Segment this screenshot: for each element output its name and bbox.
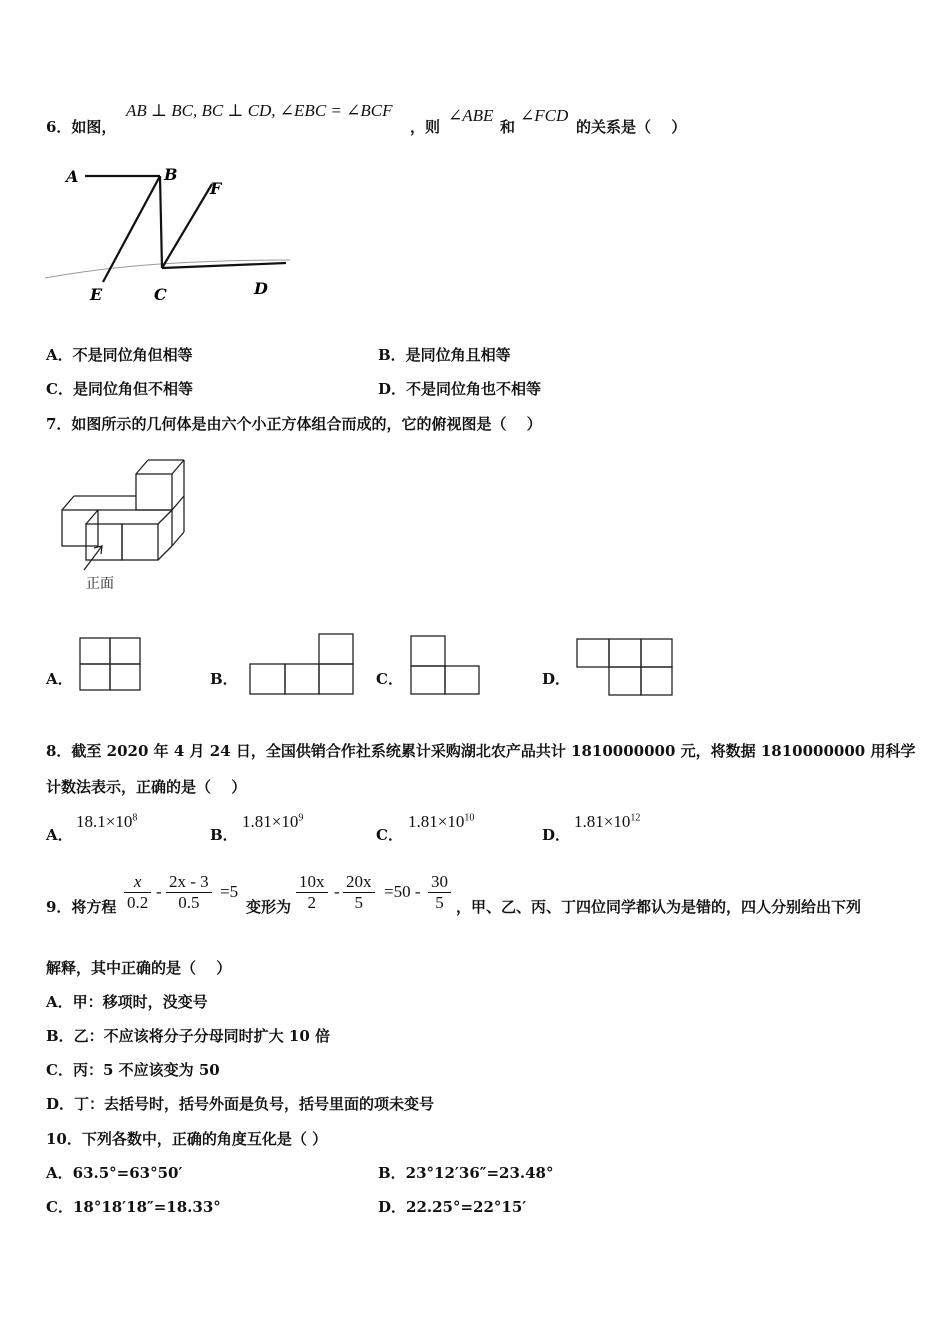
q7-front-label: 正面 bbox=[86, 576, 114, 592]
q9-f5-num: 30 bbox=[431, 872, 448, 891]
q7-option-b-figure[interactable] bbox=[248, 632, 356, 698]
q9-fraction-3 bbox=[296, 872, 328, 913]
q9-option-a[interactable]: A．甲：移项时，没变号 bbox=[46, 993, 208, 1011]
q8-option-d-exp: 12 bbox=[630, 812, 641, 824]
q9-f2-den: 0.5 bbox=[178, 893, 200, 912]
q7-option-a-figure[interactable] bbox=[78, 636, 144, 694]
q7-option-d-figure[interactable] bbox=[575, 637, 675, 699]
q9-suffix: ，甲、乙、丙、丁四位同学都认为是错的，四人分别给出下列 bbox=[456, 898, 862, 916]
q9-option-d[interactable]: D．丁：去括号时，括号外面是负号，括号里面的项未变号 bbox=[46, 1095, 435, 1113]
q10-option-b[interactable]: B．23°12′36″=23.48° bbox=[378, 1164, 554, 1182]
q9-option-b[interactable]: B．乙：不应该将分子分母同时扩大 10 倍 bbox=[46, 1027, 330, 1045]
q6-label-f: F bbox=[210, 179, 222, 198]
q9-fraction-2 bbox=[166, 872, 212, 913]
q9-f5-den: 5 bbox=[435, 893, 444, 912]
q8-line1: 8．截至 2020 年 4 月 24 日，全国供销合作社系统累计采购湖北农产品共计 1810000000 元，将数据 1810000000 用科学 bbox=[46, 742, 916, 760]
q6-label-a: A bbox=[66, 167, 79, 186]
q6-angle2: ∠FCD bbox=[520, 106, 569, 125]
q6-prefix: 6．如图， bbox=[46, 118, 117, 136]
q9-f1-num: x bbox=[133, 872, 142, 891]
q6-option-b[interactable]: B．是同位角且相等 bbox=[378, 346, 511, 364]
q7-option-a-letter[interactable]: A． bbox=[46, 670, 73, 688]
q9-f2-num: 2x - 3 bbox=[169, 872, 209, 891]
q6-label-b: B bbox=[164, 165, 178, 184]
q8-option-b-value[interactable] bbox=[242, 812, 303, 832]
q8-option-a-base: 18.1×10 bbox=[76, 812, 133, 831]
q9-line2: 解释，其中正确的是（ ） bbox=[46, 959, 232, 977]
q8-option-d-value[interactable] bbox=[574, 812, 640, 832]
q9-f3-den: 2 bbox=[307, 893, 316, 912]
q10-option-d[interactable]: D．22.25°=22°15′ bbox=[378, 1198, 527, 1216]
q6-angle1: ∠ABE bbox=[448, 106, 494, 125]
q6-option-d[interactable]: D．不是同位角也不相等 bbox=[378, 380, 542, 398]
q8-option-c-value[interactable] bbox=[408, 812, 474, 832]
q8-option-b-exp: 9 bbox=[298, 812, 304, 824]
q9-fraction-5 bbox=[428, 872, 451, 913]
q6-line-cf bbox=[162, 184, 212, 268]
q7-option-c-figure[interactable] bbox=[409, 634, 483, 698]
q8-option-a-exp: 8 bbox=[132, 812, 138, 824]
q7-solid-figure bbox=[50, 452, 200, 597]
q6-line-cd bbox=[162, 263, 286, 268]
q6-mid: ，则 bbox=[410, 118, 441, 136]
q6-suffix: 的关系是（ ） bbox=[576, 118, 687, 136]
q6-option-a[interactable]: A．不是同位角但相等 bbox=[46, 346, 193, 364]
q9-fraction-1 bbox=[124, 872, 151, 913]
q9-f4-num: 20x bbox=[346, 872, 372, 891]
q9-f1-den: 0.2 bbox=[127, 893, 149, 912]
q8-line2: 计数法表示，正确的是（ ） bbox=[46, 778, 247, 796]
q7-option-c-letter[interactable]: C． bbox=[376, 670, 403, 688]
q8-option-b-base: 1.81×10 bbox=[242, 812, 299, 831]
q9-option-c[interactable]: C．丙：5 不应该变为 50 bbox=[46, 1061, 220, 1079]
q9-f3-num: 10x bbox=[299, 872, 325, 891]
q8-option-a-letter[interactable]: A． bbox=[46, 826, 73, 844]
q6-condition: AB ⊥ BC, BC ⊥ CD, ∠EBC = ∠BCF bbox=[126, 101, 393, 120]
q7-text: 7．如图所示的几何体是由六个小正方体组合而成的，它的俯视图是（ ） bbox=[46, 415, 542, 433]
q9-f4-den: 5 bbox=[354, 893, 363, 912]
q10-option-c[interactable]: C．18°18′18″=18.33° bbox=[46, 1198, 221, 1216]
q9-fraction-4 bbox=[343, 872, 375, 913]
q8-option-c-base: 1.81×10 bbox=[408, 812, 465, 831]
q9-prefix: 9．将方程 bbox=[46, 898, 117, 916]
q7-option-b-letter[interactable]: B． bbox=[210, 670, 238, 688]
q6-line-bc bbox=[160, 176, 162, 268]
q6-figure bbox=[40, 160, 300, 310]
q8-option-c-letter[interactable]: C． bbox=[376, 826, 403, 844]
q6-and: 和 bbox=[500, 118, 516, 136]
q6-option-c[interactable]: C．是同位角但不相等 bbox=[46, 380, 193, 398]
q9-minus-2: - bbox=[334, 882, 340, 901]
q8-option-d-letter[interactable]: D． bbox=[542, 826, 571, 844]
q9-eq2: =50 - bbox=[384, 882, 421, 901]
q6-label-c: C bbox=[154, 285, 167, 304]
q8-option-d-base: 1.81×10 bbox=[574, 812, 631, 831]
q6-label-d: D bbox=[254, 279, 268, 298]
q9-minus-1: - bbox=[156, 882, 162, 901]
q6-label-e: E bbox=[90, 285, 103, 304]
q8-option-c-exp: 10 bbox=[464, 812, 475, 824]
q9-eq1: =5 bbox=[220, 882, 239, 901]
q8-option-b-letter[interactable]: B． bbox=[210, 826, 238, 844]
q9-mid: 变形为 bbox=[246, 898, 292, 916]
q10-option-a[interactable]: A．63.5°=63°50′ bbox=[46, 1164, 183, 1182]
q7-option-d-letter[interactable]: D． bbox=[542, 670, 571, 688]
q10-text: 10．下列各数中，正确的角度互化是（ ） bbox=[46, 1130, 328, 1148]
q8-option-a-value[interactable] bbox=[76, 812, 137, 832]
